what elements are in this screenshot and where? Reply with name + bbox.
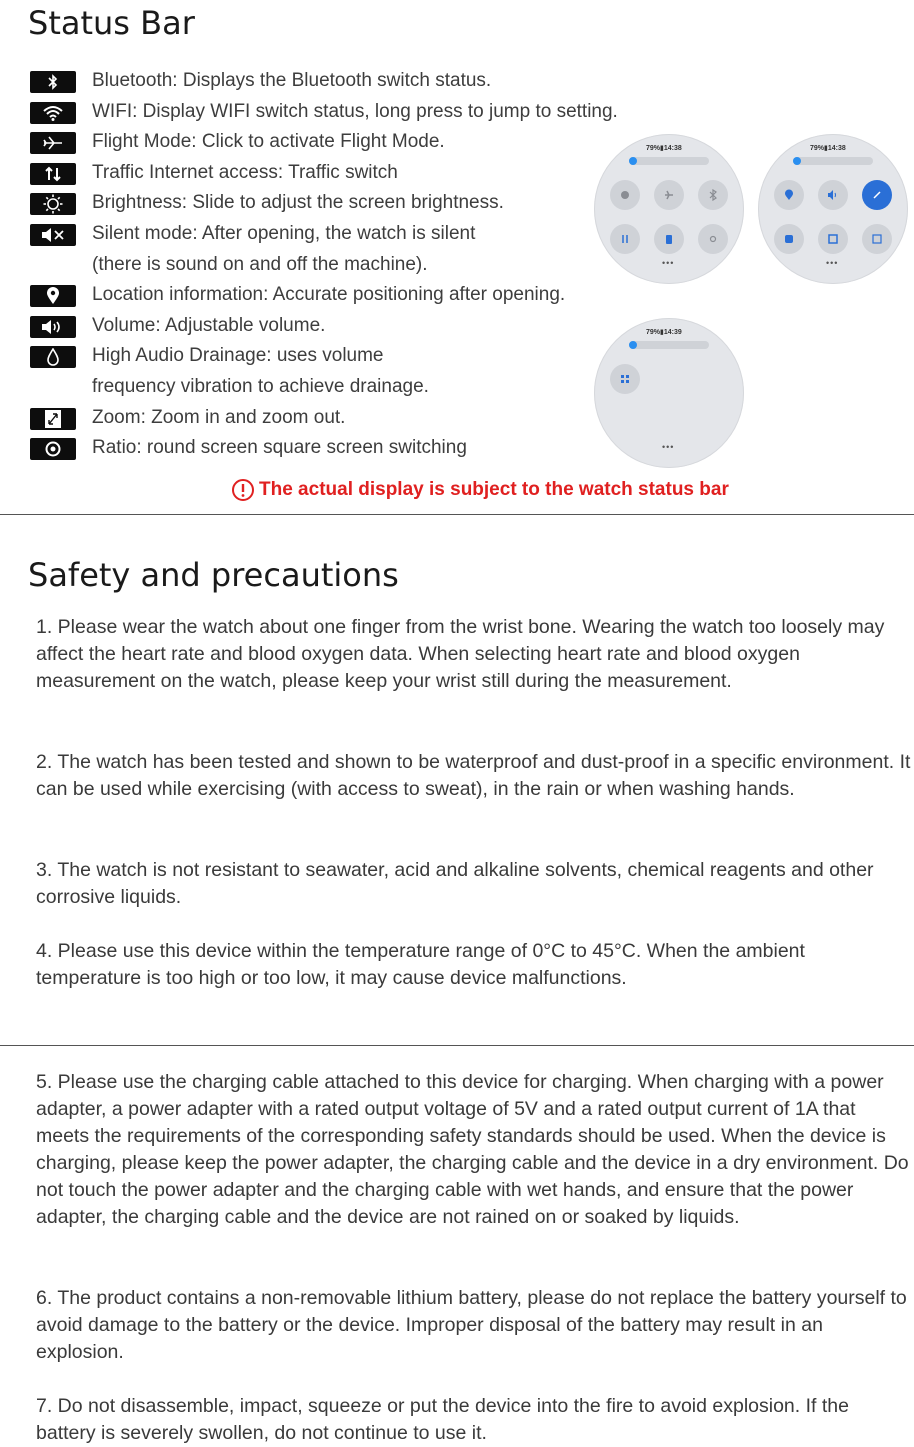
warning-text: The actual display is subject to the watch status bar (259, 479, 729, 500)
safety-paragraph-6: 6. The product contains a non-removable lithium battery, please do not replace the battery yourself to avoid damage to the battery or the device. Improper disposal of the battery may result in an explosion. (36, 1287, 907, 1363)
traffic-icon (30, 163, 76, 185)
feature-text-line-1: High Audio Drainage: uses volume (92, 345, 384, 367)
volume-icon (30, 316, 76, 338)
warning-note (231, 478, 729, 502)
brightness-slider-fill (629, 157, 637, 165)
page-divider (0, 1045, 914, 1046)
battery-toggle (654, 224, 684, 254)
flight-toggle (654, 180, 684, 210)
feature-text: Bluetooth: Displays the Bluetooth switch status. (92, 70, 492, 91)
bluetooth-icon (30, 71, 76, 93)
feature-text: WIFI: Display WIFI switch status, long press to jump to setting. (92, 100, 618, 122)
watch-status-text: 79%▮14:38 (646, 145, 682, 152)
wifi-icon (30, 102, 76, 124)
safety-paragraph-3: 3. The watch is not resistant to seawater, acid and alkaline solvents, chemical reagents and other corrosive liquids. (36, 859, 874, 908)
safety-paragraph-5: 5. Please use the charging cable attached to this device for charging. When charging with a power adapter, a power adapter with a rated output voltage of 5V and a rated output current of 1A that meets the requirements of the corresponding safety standards should be used. When the device is charging, please keep the power adapter, the charging cable and the device in a dry environment. Do not touch the power adapter and the charging cable with wet hands, and ensure that the power adapter, the charging cable and the device are not rained on or soaked by liquids. (36, 1071, 909, 1228)
brightness-slider (629, 157, 709, 165)
warning-icon (231, 478, 255, 502)
feature-text-line-2: (there is sound on and off the machine). (92, 253, 428, 275)
safety-paragraph-7: 7. Do not disassemble, impact, squeeze or put the device into the fire to avoid explosion. If the battery is severely swollen, do not continue to use it. (36, 1395, 849, 1444)
status-bar-feature-list (30, 70, 650, 468)
feature-text: Ratio: round screen square screen switching (92, 437, 467, 459)
feature-text: Flight Mode: Click to activate Flight Mode. (92, 131, 445, 153)
safety-title: Safety and precautions (28, 556, 399, 594)
feature-text (92, 341, 429, 402)
feature-text: Traffic Internet access: Traffic switch (92, 161, 398, 183)
volume-toggle (818, 180, 848, 210)
feature-text: Zoom: Zoom in and zoom out. (92, 406, 346, 428)
status-bar-title: Status Bar (28, 4, 195, 42)
page-dots: ••• (662, 258, 675, 268)
qr-code-toggle (610, 364, 640, 394)
shortcut-toggle (862, 224, 892, 254)
section-divider (0, 514, 914, 515)
ratio-icon (30, 438, 76, 460)
location-icon (30, 285, 76, 307)
feature-text: Location information: Accurate positioning after opening. (92, 284, 566, 306)
wifi-toggle (610, 180, 640, 210)
watch-status-text: 79%▮14:39 (646, 329, 682, 336)
brightness-toggle (698, 224, 728, 254)
safety-paragraph-2: 2. The watch has been tested and shown to be waterproof and dust-proof in a specific environment. It can be used while exercising (with access to sweat), in the rain or when washing hands. (36, 751, 911, 800)
feature-text-line-2: frequency vibration to achieve drainage. (92, 375, 429, 397)
screen-toggle (818, 224, 848, 254)
flight-mode-icon (30, 132, 76, 154)
zoom-icon (30, 408, 76, 430)
brightness-slider-fill (793, 157, 801, 165)
ratio-toggle (774, 224, 804, 254)
feature-silent-mode (30, 223, 650, 284)
watch-screen-2 (758, 134, 908, 284)
brightness-slider (629, 341, 709, 349)
feature-ratio (30, 437, 650, 468)
bluetooth-toggle (698, 180, 728, 210)
page-dots: ••• (662, 442, 675, 452)
feature-text (92, 219, 475, 280)
watch-status-text: 79%▮14:38 (810, 145, 846, 152)
safety-paragraph-4: 4. Please use this device within the temperature range of 0°C to 45°C. When the ambient temperature is too high or too low, it may cause device malfunctions. (36, 940, 805, 989)
location-toggle (774, 180, 804, 210)
traffic-toggle (610, 224, 640, 254)
feature-text: Volume: Adjustable volume. (92, 314, 326, 336)
zoom-toggle (862, 180, 892, 210)
feature-audio-drainage (30, 345, 650, 406)
brightness-slider (793, 157, 873, 165)
silent-mode-icon (30, 224, 76, 246)
feature-text: Brightness: Slide to adjust the screen brightness. (92, 192, 504, 214)
page-dots: ••• (826, 258, 839, 268)
watch-screen-3 (594, 318, 744, 468)
feature-text-line-1: Silent mode: After opening, the watch is silent (92, 222, 476, 244)
watch-screen-1 (594, 134, 744, 284)
brightness-slider-fill (629, 341, 637, 349)
safety-paragraph-1: 1. Please wear the watch about one finger from the wrist bone. Wearing the watch too loosely may affect the heart rate and blood oxygen data. When selecting heart rate and blood oxygen measurement on the watch, please keep your wrist still during the measurement. (36, 616, 885, 692)
water-drop-icon (30, 346, 76, 368)
brightness-icon (30, 193, 76, 215)
